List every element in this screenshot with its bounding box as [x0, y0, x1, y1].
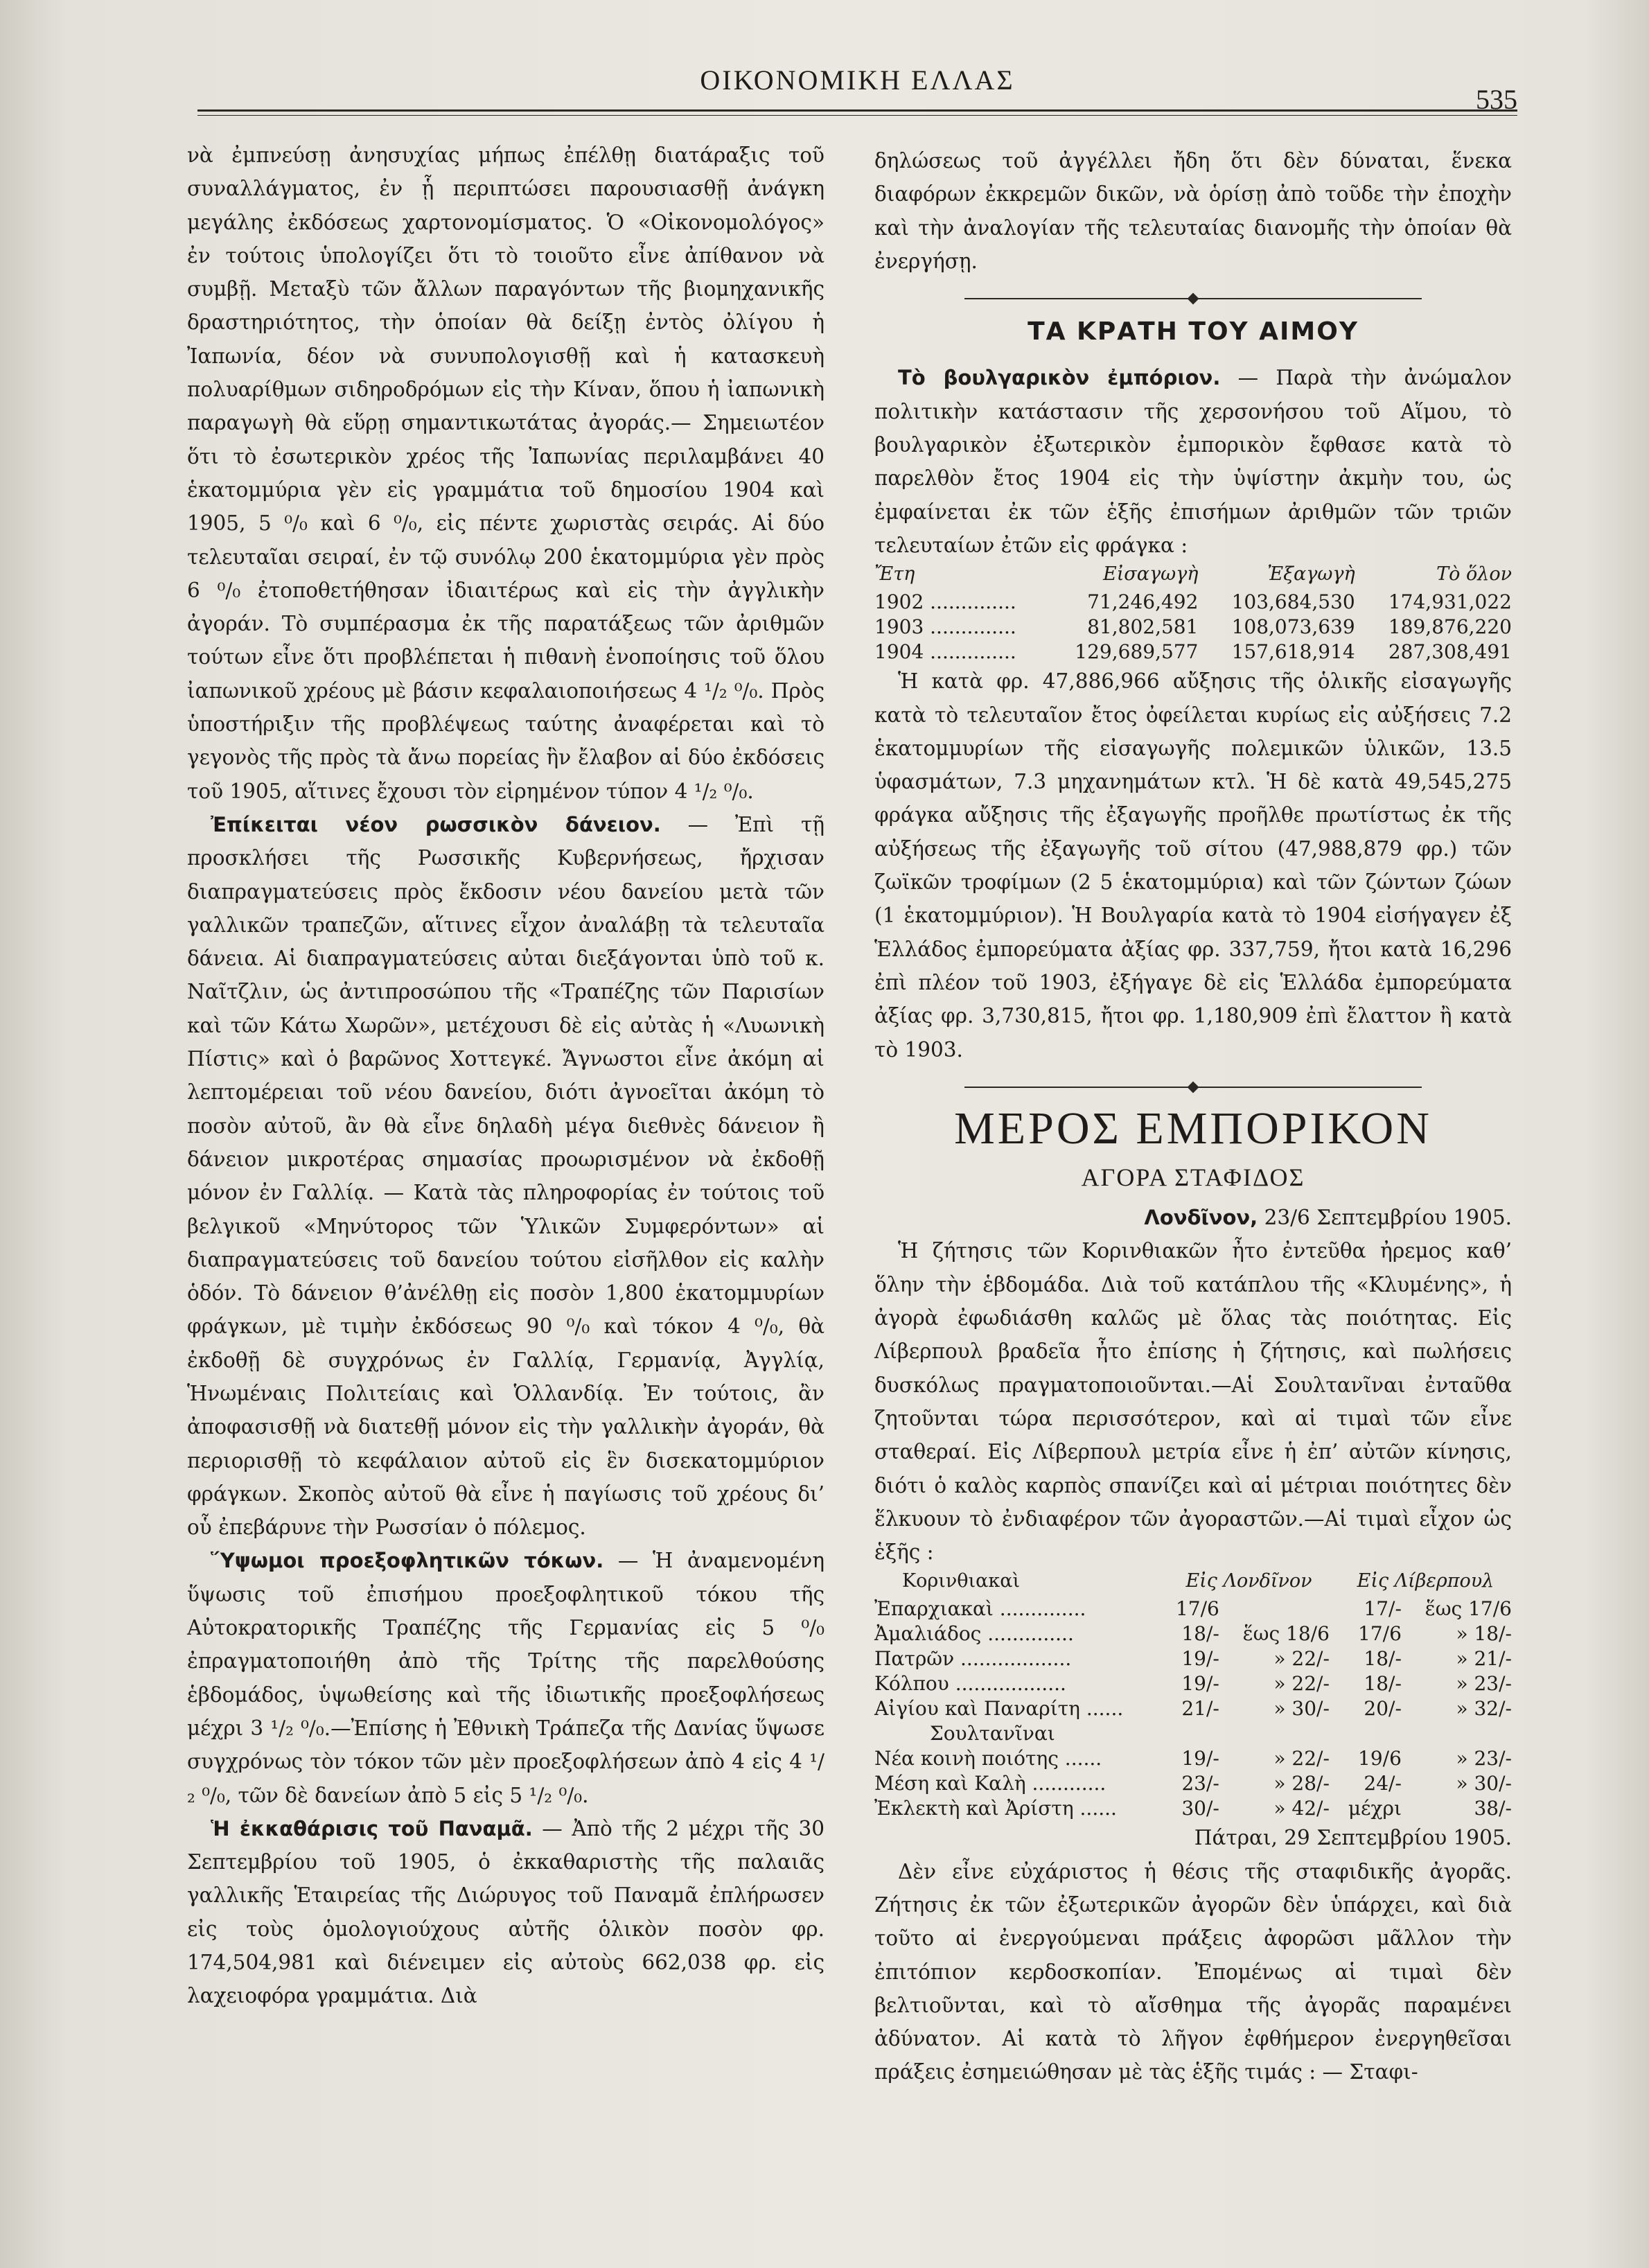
table-cell: 1904 .............. — [874, 640, 1016, 664]
section-divider — [964, 292, 1422, 306]
table-cell: Ἐκλεκτὴ καὶ Ἀρίστη ...... — [874, 1797, 1117, 1820]
table-cell: 1903 .............. — [874, 615, 1016, 639]
article-panama — [187, 1812, 824, 2013]
section-divider — [964, 1080, 1422, 1094]
price-dateline: Πάτραι, 29 Σεπτεμβρίου 1905. — [1194, 1826, 1512, 1850]
table-cell: » 32/- — [1456, 1697, 1512, 1721]
right-column — [874, 144, 1512, 2089]
table-cell: 23/- — [1181, 1772, 1219, 1795]
table-header-cell: Τὸ ὅλον — [1436, 563, 1512, 586]
table-cell: » 30/- — [1456, 1772, 1512, 1795]
table-header-cell: Ἔτη — [874, 563, 915, 586]
table-cell: Ἐπαρχιακαὶ .............. — [874, 1597, 1086, 1621]
table-row — [874, 1597, 1512, 1621]
table-cell: 18/- — [1364, 1647, 1402, 1671]
table-cell: 19/- — [1181, 1647, 1219, 1671]
table-cell: 81,802,581 — [1087, 615, 1199, 639]
table-cell: Μέση καὶ Καλὴ ............ — [874, 1772, 1106, 1795]
table-cell: 157,618,914 — [1231, 640, 1355, 664]
table-row — [874, 640, 1512, 665]
table-cell: 19/- — [1181, 1672, 1219, 1696]
table-header-cell: Εἰς Λίβερπουλ — [1357, 1570, 1494, 1592]
section-title: ΤΑ ΚΡΑΤΗ ΤΟΥ ΑΙΜΟΥ — [1028, 317, 1359, 346]
article-trade-analysis: Ἡ κατὰ φρ. 47,886,966 αὔξησις τῆς ὁλικῆς εἰσαγωγῆς κατὰ τὸ τελευταῖον ἔτος ὀφείλεται κυρίως εἰς αὐξήσεις 7.2 ἑκατομμυρίων τῆς εἰσαγωγῆς πολεμικῶν ὑλικῶν, 13.5 ὑφασμάτων, 7.3 μηχανημάτων κτλ. Ἡ δὲ κατὰ 49,545,275 φράγκα αὔξησις τῆς ἐξαγωγῆς προῆλθε πρωτίστως ἐκ τῆς αὐξήσεως τῆς ἐξαγωγῆς τοῦ σίτου (47,988,879 φρ.) τῶν ζωϊκῶν τροφίμων (2 5 ἑκατομμύρια) καὶ τῶν ζώντων ζώων (1 ἑκατομμύριον). Ἡ Βουλγαρία κατὰ τὸ 1904 εἰσήγαγεν ἐξ Ἑλλάδος ἐμπορεύματα ἀξίας φρ. 337,759, ἤτοι κατὰ 16,296 ἐπὶ πλέον τοῦ 1903, ἐξήγαγε δὲ εἰς Ἑλλάδα ἐμπορεύματα ἀξίας φρ. 3,730,815, ἤτοι φρ. 1,180,909 ἐπὶ ἔλαττον ἢ κατὰ τὸ 1903. — [874, 669, 1512, 1062]
table-cell: Ἀμαλιάδος .............. — [874, 1622, 1074, 1646]
dateline — [874, 1201, 1512, 1234]
article-heading: Ἐπίκειται νέον ρωσσικὸν δάνειον. — [211, 812, 661, 836]
table-row — [874, 1746, 1512, 1771]
table-row — [874, 1621, 1512, 1646]
table-cell: 174,931,022 — [1388, 590, 1512, 614]
table-cell: 30/- — [1181, 1797, 1219, 1820]
table-row — [874, 1771, 1512, 1796]
table-cell — [1219, 1597, 1330, 1621]
table-cell: 17/6 — [1175, 1597, 1219, 1621]
article-body: — Παρὰ τὴν ἀνώμαλον πολιτικὴν κατάστασιν τῆς χερσονήσου τοῦ Αἵμου, τὸ βουλγαρικὸν ἐξωτερικὸν ἐμπορικὸν ἔφθασε κατὰ τὸ παρελθὸν ἔτος 1904 εἰς τὴν ὑψίστην ἀκμὴν του, ὡς ἐμφαίνεται ἐκ τῶν ἑξῆς ἐπισήμων ἀριθμῶν τῶν τριῶν τελευταίων ἐτῶν εἰς φράγκα : — [874, 366, 1512, 557]
table-header-cell: Ἐξαγωγὴ — [1267, 563, 1355, 586]
table-cell: 71,246,492 — [1087, 590, 1199, 614]
table-cell: 19/6 — [1358, 1747, 1402, 1770]
table-cell: 20/- — [1364, 1697, 1402, 1721]
table-row — [874, 615, 1512, 640]
table-cell: Πατρῶν .................. — [874, 1647, 1072, 1671]
table-row — [874, 1696, 1512, 1721]
table-cell: ἕως 18/6 — [1242, 1622, 1330, 1646]
article-continuation: νὰ ἐμπνεύσῃ ἀνησυχίας μήπως ἐπέλθῃ διατάραξις τοῦ συναλλάγματος, ἐν ᾗ περιπτώσει παρουσιασθῇ ἀνάγκη μεγάλης ἐκδόσεως χαρτονομίσματος. Ὁ «Οἰκονομολόγος» ἐν τούτοις ὑπολογίζει ὅτι τὸ τοιοῦτο εἶνε ἀπίθανον νὰ συμβῇ. Μεταξὺ τῶν ἄλλων παραγόντων τῆς βιομηχανικῆς δραστηριότητος, τὴν ὁποίαν θὰ δείξῃ ἐντὸς ὀλίγου ἡ Ἰαπωνία, δέον νὰ συνυπολογισθῇ καὶ ἡ κατασκευὴ πολυαρίθμων σιδηροδρόμων εἰς τὴν Κίναν, ὅπου ἡ ἰαπωνικὴ παραγωγὴ θὰ εὕρῃ σημαντικωτάτας ἀγοράς.— Σημειωτέον ὅτι τὸ ἐσωτερικὸν χρέος τῆς Ἰαπωνίας περιλαμβάνει 40 ἑκατομμύρια γὲν εἰς γραμμάτια τοῦ δημοσίου 1904 καὶ 1905, 5 ⁰/₀ καὶ 6 ⁰/₀, εἰς πέντε χωριστὰς σειράς. Αἱ δύο τελευταῖαι σειραί, ἐν τῷ συνόλῳ 200 ἑκατομμύρια γὲν πρὸς 6 ⁰/₀ ἐτοποθετήθησαν ἰδιαιτέρως καὶ εἰς τὴν ἀγγλικὴν ἀγοράν. Τὸ συμπέρασμα ἐκ τῆς παρατάξεως τῶν ἀριθμῶν τούτων εἶνε ὅτι προβλέπεται ἡ πιθανὴ ἑνοποίησις τοῦ ὅλου ἰαπωνικοῦ χρέους μὲ βάσιν κεφαλαιοποιήσεως 4 ¹/₂ ⁰/₀. Πρὸς ὑποστήριξιν τῆς προβλέψεως ταύτης ἀναφέρεται καὶ τὸ γεγονὸς τῆς πρὸς τὰ ἄνω πορείας ἣν ἔλαβον αἱ δύο ἐκδόσεις τοῦ 1905, αἵτινες ἔχουσι τὸν εἰρημένον τύπον 4 ¹/₂ ⁰/₀. — [187, 143, 824, 803]
table-cell: ἕως 17/6 — [1425, 1597, 1512, 1621]
article-discount-rates — [187, 1544, 824, 1811]
article-currant-market: Ἡ ζήτησις τῶν Κορινθιακῶν ἦτο ἐντεῦθα ἠρεμος καθ’ ὅλην τὴν ἑβδομάδα. Διὰ τοῦ κατάπλου τῆς «Κλυμένης», ἡ ἀγορὰ ἐφωδιάσθη καλῶς μὲ ὅλας τὰς ποιότητας. Εἰς Λίβερπουλ βραδεῖα ἦτο ἐπίσης ἡ ζήτησις, καὶ πωλήσεις δυσκόλως πραγματοποιοῦνται.—Αἱ Σουλτανῖναι ἐνταῦθα ζητοῦνται τώρα περισσότερον, καὶ αἱ τιμαὶ τῶν εἶνε σταθεραί. Εἰς Λίβερπουλ μετρία εἶνε ἡ ἐπ’ αὐτῶν κίνησις, διότι ὁ καλὸς καρπὸς σπανίζει καὶ αἱ μέτριαι ποιότητες δὲν ἕλκυουν τὸ ἐνδιαφέρον τῶν ἀγοραστῶν.—Αἱ τιμαὶ εἶχον ὡς ἑξῆς : — [874, 1239, 1512, 1565]
article-body: — Ἀπὸ τῆς 2 μέχρι τῆς 30 Σεπτεμβρίου τοῦ 1905, ὁ ἐκκαθαριστὴς τῆς παλαιᾶς γαλλικῆς Ἑταιρείας τῆς Διώρυγος τοῦ Παναμᾶ ἐπλήρωσεν εἰς τοὺς ὁμολογιούχους αὐτῆς ὁλικὸν ποσὸν φρ. 174,504,981 καὶ διένειμεν εἰς αὐτοὺς 662,038 φρ. εἰς λαχειοφόρα γραμμάτια. Διὰ — [187, 1816, 824, 2008]
article-heading: Ἡ ἐκκαθάρισις τοῦ Παναμᾶ. — [211, 1816, 533, 1840]
table-group-row — [874, 1721, 1512, 1746]
article-body: — Ἡ ἀναμενομένη ὕψωσις τοῦ ἐπισήμου προεξοφλητικοῦ τόκου τῆς Αὐτοκρατορικῆς Τραπέζης τῆς Γερμανίας εἰς 5 ⁰/₀ ἐπραγματοποιήθη ἀπὸ τῆς Τρίτης τῆς παρελθούσης ἑβδομάδος, ὑψωθείσης καὶ τῆς ἰδιωτικῆς προεξοφλήσεως μέχρι 3 ¹/₂ ⁰/₀.—Ἐπίσης ἡ Ἐθνικὴ Τράπεζα τῆς Δανίας ὕψωσε συγχρόνως τὸν τόκον τῶν μὲν προεξοφλήσεων ἀπὸ 4 εἰς 4 ¹/₂ ⁰/₀, τῶν δὲ δανείων ἀπὸ 5 εἰς 5 ¹/₂ ⁰/₀. — [187, 1549, 824, 1807]
trade-table — [874, 562, 1512, 665]
table-cell: Αἰγίου καὶ Παναρίτη ...... — [874, 1697, 1124, 1721]
article-patras-market: Δὲν εἶνε εὐχάριστος ἡ θέσις τῆς σταφιδικῆς ἀγορᾶς. Ζήτησις ἐκ τῶν ἐξωτερικῶν ἀγορῶν δὲν ὑπάρχει, καὶ διὰ τοῦτο αἱ ἐνεργούμεναι πράξεις ἀφορῶσι μᾶλλον τὴν ἐπιτόπιον κερδοσκοπίαν. Ἐπομένως αἱ τιμαὶ δὲν βελτιοῦνται, καὶ τὸ αἴσθημα τῆς ἀγορᾶς παραμένει ἀδύνατον. Αἱ κατὰ τὸ λῆγον ἐφθήμερον ἐνεργηθεῖσαι πράξεις ἐσημειώθησαν μὲ τὰς ἑξῆς τιμάς : — Σταφι- — [874, 1859, 1512, 2084]
left-column — [187, 139, 824, 2013]
commercial-section-title: ΜΕΡΟΣ ΕΜΠΟΡΙΚΟΝ — [954, 1102, 1432, 1154]
table-cell: » 30/- — [1273, 1697, 1330, 1721]
table-cell: 189,876,220 — [1388, 615, 1512, 639]
table-row — [874, 1796, 1512, 1821]
table-cell: 19/- — [1181, 1747, 1219, 1770]
table-cell: » 22/- — [1273, 1672, 1330, 1696]
table-cell: Κόλπου .................. — [874, 1672, 1066, 1696]
table-cell: 129,689,577 — [1075, 640, 1199, 664]
table-cell: μέχρι — [1348, 1797, 1402, 1820]
table-cell: 38/- — [1474, 1797, 1512, 1820]
header-rule — [197, 109, 1517, 112]
table-header-cell: Κορινθιακαὶ — [902, 1570, 1021, 1592]
table-cell: » 18/- — [1456, 1622, 1512, 1646]
table-header-cell: Εἰσαγωγὴ — [1102, 563, 1199, 586]
table-cell: 17/6 — [1358, 1622, 1402, 1646]
price-table — [874, 1569, 1512, 1821]
article-russian-loan — [187, 808, 824, 1545]
table-cell: 108,073,639 — [1231, 615, 1355, 639]
currant-market-title: ΑΓΟΡΑ ΣΤΑΦΙΔΟΣ — [1081, 1163, 1305, 1191]
table-cell: 1902 .............. — [874, 590, 1016, 614]
table-header-row — [874, 562, 1512, 590]
page-header — [197, 64, 1517, 115]
table-cell: » 22/- — [1273, 1747, 1330, 1770]
table-cell: » 42/- — [1273, 1797, 1330, 1820]
table-cell: 21/- — [1181, 1697, 1219, 1721]
table-cell: » 23/- — [1456, 1672, 1512, 1696]
table-cell: » 28/- — [1273, 1772, 1330, 1795]
running-title: ΟΙΚΟΝΟΜΙΚΗ ΕΛΛΑΣ — [700, 64, 1015, 96]
article-heading: Ὕψωμοι προεξοφλητικῶν τόκων. — [211, 1549, 604, 1573]
table-cell: » 22/- — [1273, 1647, 1330, 1671]
article-body: — Ἐπὶ τῇ προσκλήσει τῆς Ρωσσικῆς Κυβερνήσεως, ἤρχισαν διαπραγματεύσεις πρὸς ἔκδοσιν νέου δανείου μετὰ τῶν γαλλικῶν τραπεζῶν, αἵτινες εἶχον ἀναλάβῃ τὰ τελευταῖα δάνεια. Αἱ διαπραγματεύσεις αὐται διεξάγονται ὑπὸ τοῦ κ. Ναῖτζλιν, ὡς ἀντιπροσώπου τῆς «Τραπέζης τῶν Παρισίων καὶ τῶν Κάτω Χωρῶν», μετέχουσι δὲ εἰς αὐτὰς ἡ «Λυωνικὴ Πίστις» καὶ ὁ βαρῶνος Χοττεγκέ. Ἄγνωστοι εἶνε ἀκόμη αἱ λεπτομέρειαι τοῦ νέου δανείου, διότι ἀγνοεῖται ἀκόμη τὸ ποσὸν αὐτοῦ, ἂν θὰ εἶνε δηλαδὴ μέγα διεθνὲς δάνειον ἢ δάνειον μικροτέρας σημασίας προωρισμένον νὰ ἐκδοθῇ μόνον ἐν Γαλλίᾳ. — Κατὰ τὰς πληροφορίας ἐν τούτοις τοῦ βελγικοῦ «Μηνύτορος τῶν Ὑλικῶν Συμφερόντων» αἱ διαπραγματεύσεις τοῦ δανείου τούτου εἰσῆλθον εἰς καλὴν ὁδόν. Τὸ δάνειον θ’ἀνέλθῃ εἰς ποσὸν 1,800 ἑκατομμυρίων φράγκων, μὲ τιμὴν ἐκδόσεως 90 ⁰/₀ καὶ τόκον 4 ⁰/₀, θὰ ἐκδοθῇ δὲ συγχρόνως ἐν Γαλλίᾳ, Γερμανίᾳ, Ἀγγλίᾳ, Ἡνωμέναις Πολιτείαις καὶ Ὁλλανδίᾳ. Ἐν τούτοις, ἂν ἀποφασισθῇ νὰ διατεθῇ μόνον εἰς τὴν γαλλικὴν ἀγοράν, θὰ περιορισθῇ τὸ κεφάλαιον αὐτοῦ εἰς ἓν δισεκατομμύριον φράγκων. Σκοπὸς αὐτοῦ θὰ εἶνε ἡ παγίωσις τοῦ χρέους δι’ οὗ ἐπεβάρυνε τὴν Ρωσσίαν ὁ πόλεμος. — [187, 812, 824, 1540]
article-bulgarian-trade — [874, 361, 1512, 562]
table-row — [874, 590, 1512, 615]
table-row — [874, 1646, 1512, 1671]
dateline-city: Λονδῖνον, — [1144, 1206, 1258, 1230]
table-cell: 287,308,491 — [1388, 640, 1512, 664]
table-header-row — [874, 1569, 1512, 1597]
table-header-cell: Εἰς Λονδῖνον — [1185, 1570, 1312, 1592]
table-cell: 17/- — [1364, 1597, 1402, 1621]
table-group-label: Σουλτανῖναι — [930, 1722, 1055, 1746]
table-cell: 18/- — [1181, 1622, 1219, 1646]
table-cell: Νέα κοινὴ ποιότης ...... — [874, 1747, 1102, 1770]
dateline-date: 23/6 Σεπτεμβρίου 1905. — [1258, 1206, 1512, 1230]
article-continuation: δηλώσεως τοῦ ἀγγέλλει ἤδη ὅτι δὲν δύναται, ἕνεκα διαφόρων ἐκκρεμῶν δικῶν, νὰ ὁρίσῃ ἀπὸ τοῦδε τὴν ἐποχὴν καὶ τὴν ἀναλογίαν τῆς τελευταίας διανομῆς τὴν ὁποίαν θὰ ἐνεργήσῃ. — [874, 149, 1512, 273]
header-rule-thin — [197, 115, 1517, 116]
table-cell: » 21/- — [1456, 1647, 1512, 1671]
table-cell: 18/- — [1364, 1672, 1402, 1696]
page-number: 535 — [1476, 84, 1517, 115]
table-cell: 103,684,530 — [1231, 590, 1355, 614]
table-cell: » 23/- — [1456, 1747, 1512, 1770]
table-cell: 24/- — [1364, 1772, 1402, 1795]
table-row — [874, 1671, 1512, 1696]
article-heading: Τὸ βουλγαρικὸν ἐμπόριον. — [898, 366, 1221, 390]
